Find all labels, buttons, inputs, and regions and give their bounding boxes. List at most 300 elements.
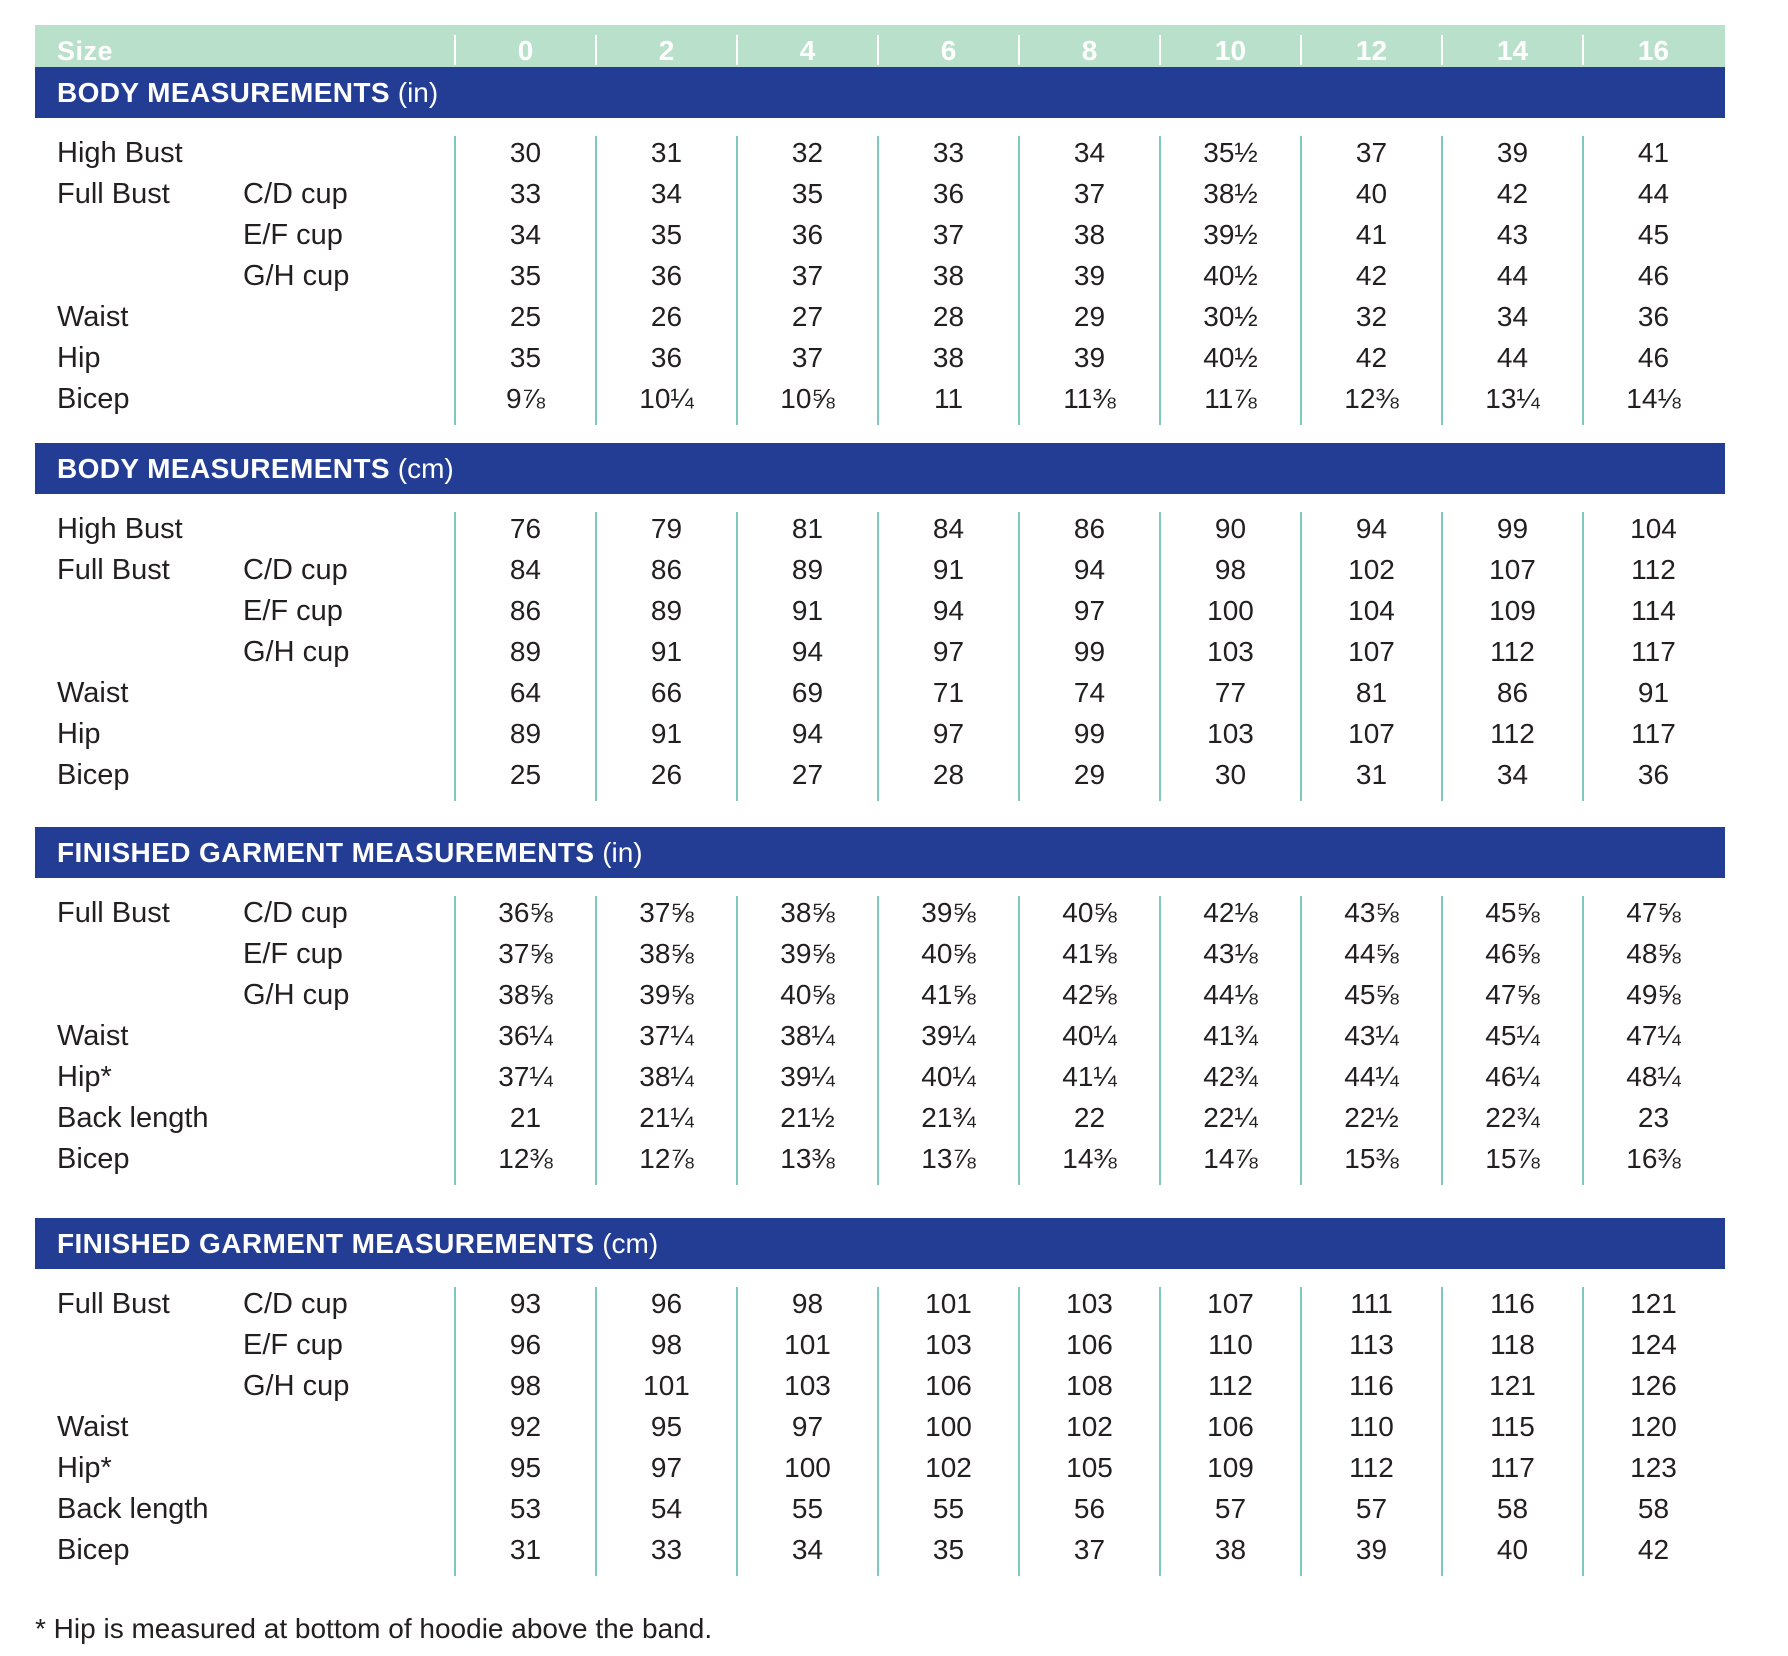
row-label: Back length bbox=[57, 1493, 209, 1525]
measurement-value: 42⅝ bbox=[1062, 979, 1117, 1010]
measurement-value: 102 bbox=[925, 1452, 972, 1483]
measurement-value: 76 bbox=[509, 513, 542, 544]
measurement-value: 101 bbox=[643, 1370, 690, 1401]
measurement-value: 97 bbox=[932, 718, 965, 749]
measurement-value: 30½ bbox=[1203, 301, 1258, 332]
row-label: Hip* bbox=[57, 1061, 112, 1093]
measurement-value: 97 bbox=[1073, 595, 1106, 626]
row-label: Bicep bbox=[57, 759, 130, 791]
measurement-row bbox=[35, 511, 1725, 552]
measurement-value: 110 bbox=[1349, 1411, 1394, 1442]
measurement-value: 45⅝ bbox=[1344, 979, 1399, 1010]
section-heading bbox=[57, 837, 643, 869]
measurement-value: 58 bbox=[1637, 1493, 1670, 1524]
measurement-value: 16⅜ bbox=[1626, 1143, 1681, 1174]
measurement-value: 116 bbox=[1349, 1370, 1394, 1401]
measurement-value: 39 bbox=[1355, 1534, 1388, 1565]
measurement-value: 44 bbox=[1496, 342, 1529, 373]
measurement-section bbox=[35, 67, 1725, 415]
measurement-value: 44 bbox=[1496, 260, 1529, 291]
measurement-value: 28 bbox=[932, 301, 965, 332]
size-header-divider bbox=[454, 35, 456, 65]
measurement-row bbox=[35, 299, 1725, 340]
measurement-value: 126 bbox=[1630, 1370, 1677, 1401]
measurement-row bbox=[35, 176, 1725, 217]
measurement-value: 36 bbox=[650, 342, 683, 373]
measurement-value: 12⅜ bbox=[1344, 383, 1399, 414]
section-title-band bbox=[35, 67, 1725, 118]
measurement-value: 35 bbox=[791, 178, 824, 209]
measurement-row bbox=[35, 1059, 1725, 1100]
measurement-value: 35 bbox=[932, 1534, 965, 1565]
measurement-value: 40 bbox=[1355, 178, 1388, 209]
measurement-value: 103 bbox=[784, 1370, 831, 1401]
measurement-value: 29 bbox=[1073, 759, 1106, 790]
measurement-value: 98 bbox=[1214, 554, 1247, 585]
measurement-value: 45 bbox=[1637, 219, 1670, 250]
measurement-value: 100 bbox=[925, 1411, 972, 1442]
measurement-value: 84 bbox=[509, 554, 542, 585]
row-label: Hip bbox=[57, 342, 101, 374]
measurement-value: 13⅜ bbox=[780, 1143, 835, 1174]
section-title-band bbox=[35, 443, 1725, 494]
measurement-value: 47⅝ bbox=[1485, 979, 1540, 1010]
measurement-row bbox=[35, 135, 1725, 176]
measurement-value: 99 bbox=[1073, 636, 1106, 667]
measurement-value: 13⅞ bbox=[921, 1143, 976, 1174]
measurement-value: 40 bbox=[1496, 1534, 1529, 1565]
measurement-value: 110 bbox=[1208, 1329, 1253, 1360]
measurement-value: 42¾ bbox=[1203, 1061, 1258, 1092]
measurement-value: 86 bbox=[1073, 513, 1106, 544]
measurement-value: 38 bbox=[1214, 1534, 1247, 1565]
measurement-value: 29 bbox=[1073, 301, 1106, 332]
measurement-value: 40⅝ bbox=[780, 979, 835, 1010]
measurement-value: 89 bbox=[509, 718, 542, 749]
section-heading bbox=[57, 453, 454, 485]
measurement-value: 106 bbox=[1066, 1329, 1113, 1360]
measurement-value: 23 bbox=[1637, 1102, 1670, 1133]
measurement-value: 89 bbox=[791, 554, 824, 585]
size-column-header: 12 bbox=[1355, 35, 1388, 66]
measurement-value: 36¼ bbox=[498, 1020, 553, 1051]
measurement-row bbox=[35, 757, 1725, 798]
measurement-row bbox=[35, 675, 1725, 716]
measurement-value: 41⅝ bbox=[1062, 938, 1117, 969]
measurement-value: 97 bbox=[650, 1452, 683, 1483]
measurement-value: 104 bbox=[1348, 595, 1395, 626]
measurement-value: 107 bbox=[1348, 636, 1395, 667]
measurement-value: 34 bbox=[1073, 137, 1106, 168]
measurement-value: 39⅝ bbox=[780, 938, 835, 969]
measurement-value: 41 bbox=[1637, 137, 1670, 168]
measurement-value: 53 bbox=[509, 1493, 542, 1524]
measurement-value: 57 bbox=[1214, 1493, 1247, 1524]
size-column-header: 6 bbox=[940, 35, 957, 66]
size-header-divider bbox=[1441, 35, 1443, 65]
row-label: Full Bust bbox=[57, 554, 170, 586]
measurement-value: 48¼ bbox=[1626, 1061, 1681, 1092]
measurement-value: 37 bbox=[1355, 137, 1388, 168]
measurement-value: 103 bbox=[1207, 718, 1254, 749]
row-sublabel: E/F cup bbox=[243, 1329, 343, 1361]
measurement-value: 55 bbox=[932, 1493, 965, 1524]
measurement-value: 41¼ bbox=[1062, 1061, 1117, 1092]
measurement-value: 107 bbox=[1489, 554, 1536, 585]
measurement-value: 39¼ bbox=[780, 1061, 835, 1092]
measurement-value: 45¼ bbox=[1485, 1020, 1540, 1051]
measurement-value: 11⅜ bbox=[1063, 383, 1116, 414]
measurement-value: 79 bbox=[650, 513, 683, 544]
measurement-value: 21¼ bbox=[639, 1102, 694, 1133]
measurement-value: 112 bbox=[1349, 1452, 1394, 1483]
measurement-value: 118 bbox=[1490, 1329, 1535, 1360]
measurement-row bbox=[35, 634, 1725, 675]
measurement-value: 37⅝ bbox=[639, 897, 694, 928]
footnote: * Hip is measured at bottom of hoodie above the band. bbox=[35, 1613, 713, 1644]
measurement-value: 106 bbox=[1207, 1411, 1254, 1442]
measurement-value: 120 bbox=[1630, 1411, 1677, 1442]
measurement-value: 47¼ bbox=[1626, 1020, 1681, 1051]
measurement-row bbox=[35, 340, 1725, 381]
measurement-value: 41 bbox=[1355, 219, 1388, 250]
measurement-value: 100 bbox=[1207, 595, 1254, 626]
size-column-header: 8 bbox=[1081, 35, 1098, 66]
measurement-value: 14⅞ bbox=[1203, 1143, 1258, 1174]
measurement-value: 11⅞ bbox=[1204, 383, 1257, 414]
measurement-value: 107 bbox=[1348, 718, 1395, 749]
measurement-value: 40¼ bbox=[921, 1061, 976, 1092]
measurement-value: 15⅞ bbox=[1485, 1143, 1540, 1174]
measurement-value: 22¾ bbox=[1485, 1102, 1540, 1133]
measurement-value: 69 bbox=[791, 677, 824, 708]
measurement-value: 31 bbox=[1355, 759, 1388, 790]
size-header-label: Size bbox=[57, 36, 114, 66]
measurement-value: 77 bbox=[1214, 677, 1247, 708]
size-header-divider bbox=[1018, 35, 1020, 65]
measurement-value: 40½ bbox=[1203, 260, 1258, 291]
measurement-value: 98 bbox=[791, 1288, 824, 1319]
measurement-value: 102 bbox=[1066, 1411, 1113, 1442]
measurement-value: 25 bbox=[509, 759, 542, 790]
measurement-value: 102 bbox=[1348, 554, 1395, 585]
measurement-value: 27 bbox=[791, 759, 824, 790]
row-sublabel: C/D cup bbox=[243, 178, 348, 210]
measurement-row bbox=[35, 1327, 1725, 1368]
measurement-value: 89 bbox=[650, 595, 683, 626]
measurement-value: 44¼ bbox=[1344, 1061, 1399, 1092]
measurement-value: 14⅛ bbox=[1626, 383, 1681, 414]
measurement-value: 40⅝ bbox=[921, 938, 976, 969]
measurement-value: 55 bbox=[791, 1493, 824, 1524]
measurement-row bbox=[35, 1532, 1725, 1573]
measurement-value: 91 bbox=[650, 636, 683, 667]
measurement-value: 101 bbox=[925, 1288, 972, 1319]
measurement-value: 44⅝ bbox=[1344, 938, 1399, 969]
measurement-value: 21¾ bbox=[921, 1102, 976, 1133]
measurement-value: 40½ bbox=[1203, 342, 1258, 373]
measurement-value: 117 bbox=[1631, 718, 1676, 749]
measurement-value: 38½ bbox=[1203, 178, 1258, 209]
measurement-value: 37¼ bbox=[498, 1061, 553, 1092]
measurement-value: 37 bbox=[932, 219, 965, 250]
section-heading bbox=[57, 1228, 658, 1260]
measurement-value: 38¼ bbox=[780, 1020, 835, 1051]
measurement-value: 112 bbox=[1208, 1370, 1253, 1401]
row-sublabel: C/D cup bbox=[243, 554, 348, 586]
measurement-value: 116 bbox=[1490, 1288, 1535, 1319]
measurement-row bbox=[35, 1100, 1725, 1141]
measurement-value: 34 bbox=[509, 219, 542, 250]
measurement-value: 111 bbox=[1350, 1288, 1393, 1319]
measurement-row bbox=[35, 1141, 1725, 1182]
measurement-value: 109 bbox=[1207, 1452, 1254, 1483]
row-sublabel: C/D cup bbox=[243, 897, 348, 929]
measurement-value: 39⅝ bbox=[921, 897, 976, 928]
measurement-value: 10¼ bbox=[639, 383, 694, 414]
measurement-value: 93 bbox=[509, 1288, 542, 1319]
measurement-value: 112 bbox=[1631, 554, 1676, 585]
measurement-value: 32 bbox=[1355, 301, 1388, 332]
measurement-value: 36 bbox=[932, 178, 965, 209]
section-title: FINISHED GARMENT MEASUREMENTS bbox=[57, 837, 595, 868]
size-column-header: 14 bbox=[1496, 35, 1529, 66]
measurement-value: 14⅜ bbox=[1062, 1143, 1117, 1174]
measurement-row bbox=[35, 977, 1725, 1018]
measurement-value: 35½ bbox=[1203, 137, 1258, 168]
measurement-value: 105 bbox=[1066, 1452, 1113, 1483]
row-label: Bicep bbox=[57, 383, 130, 415]
measurement-row bbox=[35, 1491, 1725, 1532]
measurement-value: 21½ bbox=[780, 1102, 835, 1133]
measurement-value: 39½ bbox=[1203, 219, 1258, 250]
measurement-value: 39⅝ bbox=[639, 979, 694, 1010]
size-column-header: 16 bbox=[1637, 35, 1670, 66]
measurement-value: 38 bbox=[932, 260, 965, 291]
measurement-value: 27 bbox=[791, 301, 824, 332]
section-unit: (cm) bbox=[602, 1228, 659, 1259]
measurement-value: 95 bbox=[650, 1411, 683, 1442]
section-unit: (in) bbox=[397, 77, 439, 108]
measurement-value: 37¼ bbox=[639, 1020, 694, 1051]
measurement-value: 10⅝ bbox=[780, 383, 835, 414]
measurement-value: 37 bbox=[1073, 1534, 1106, 1565]
row-label: Full Bust bbox=[57, 178, 170, 210]
measurement-value: 28 bbox=[932, 759, 965, 790]
size-chart bbox=[35, 25, 1725, 1566]
measurement-value: 34 bbox=[1496, 301, 1529, 332]
measurement-value: 66 bbox=[650, 677, 683, 708]
measurement-value: 41⅝ bbox=[921, 979, 976, 1010]
row-label: Waist bbox=[57, 1020, 129, 1052]
measurement-value: 57 bbox=[1355, 1493, 1388, 1524]
size-column-header: 10 bbox=[1214, 35, 1247, 66]
measurement-value: 37 bbox=[1073, 178, 1106, 209]
measurement-value: 86 bbox=[650, 554, 683, 585]
measurement-value: 34 bbox=[791, 1534, 824, 1565]
size-header-divider bbox=[595, 35, 597, 65]
measurement-value: 81 bbox=[1355, 677, 1388, 708]
row-label: High Bust bbox=[57, 137, 183, 169]
measurement-value: 103 bbox=[925, 1329, 972, 1360]
measurement-row bbox=[35, 716, 1725, 757]
measurement-value: 96 bbox=[509, 1329, 542, 1360]
measurement-value: 12⅜ bbox=[498, 1143, 553, 1174]
row-sublabel: G/H cup bbox=[243, 260, 350, 292]
row-label: Full Bust bbox=[57, 897, 170, 929]
measurement-value: 86 bbox=[509, 595, 542, 626]
measurement-value: 94 bbox=[791, 718, 824, 749]
measurement-value: 121 bbox=[1489, 1370, 1536, 1401]
measurement-value: 35 bbox=[509, 342, 542, 373]
measurement-value: 48⅝ bbox=[1626, 938, 1681, 969]
measurement-value: 38⅝ bbox=[639, 938, 694, 969]
section-title: BODY MEASUREMENTS bbox=[57, 77, 390, 108]
measurement-value: 26 bbox=[650, 301, 683, 332]
measurement-value: 97 bbox=[791, 1411, 824, 1442]
measurement-value: 103 bbox=[1066, 1288, 1113, 1319]
measurement-value: 94 bbox=[1355, 513, 1388, 544]
measurement-value: 38⅝ bbox=[780, 897, 835, 928]
measurement-value: 22¼ bbox=[1203, 1102, 1258, 1133]
row-label: Hip* bbox=[57, 1452, 112, 1484]
measurement-value: 45⅝ bbox=[1485, 897, 1540, 928]
size-column-header: 2 bbox=[658, 35, 675, 66]
measurement-value: 46⅝ bbox=[1485, 938, 1540, 969]
measurement-value: 91 bbox=[932, 554, 965, 585]
measurement-row bbox=[35, 258, 1725, 299]
measurement-value: 42 bbox=[1496, 178, 1529, 209]
measurement-value: 94 bbox=[932, 595, 965, 626]
measurement-value: 38⅝ bbox=[498, 979, 553, 1010]
measurement-value: 22½ bbox=[1344, 1102, 1399, 1133]
measurement-row bbox=[35, 381, 1725, 422]
section-unit: (in) bbox=[602, 837, 643, 868]
measurement-value: 12⅞ bbox=[639, 1143, 694, 1174]
row-label: High Bust bbox=[57, 513, 183, 545]
measurement-value: 32 bbox=[791, 137, 824, 168]
measurement-value: 91 bbox=[650, 718, 683, 749]
size-header-divider bbox=[736, 35, 738, 65]
measurement-value: 31 bbox=[509, 1534, 542, 1565]
measurement-value: 104 bbox=[1630, 513, 1677, 544]
measurement-value: 34 bbox=[1496, 759, 1529, 790]
measurement-value: 58 bbox=[1496, 1493, 1529, 1524]
row-sublabel: C/D cup bbox=[243, 1288, 348, 1320]
row-label: Full Bust bbox=[57, 1288, 170, 1320]
measurement-value: 94 bbox=[1073, 554, 1106, 585]
measurement-value: 49⅝ bbox=[1626, 979, 1681, 1010]
measurement-value: 97 bbox=[932, 636, 965, 667]
section-title: BODY MEASUREMENTS bbox=[57, 453, 390, 484]
row-sublabel: E/F cup bbox=[243, 595, 343, 627]
measurement-value: 36 bbox=[1637, 301, 1670, 332]
section-title-band bbox=[35, 1218, 1725, 1269]
measurement-value: 30 bbox=[1214, 759, 1247, 790]
measurement-value: 21 bbox=[509, 1102, 542, 1133]
measurement-value: 39¼ bbox=[921, 1020, 976, 1051]
measurement-value: 112 bbox=[1490, 718, 1535, 749]
measurement-value: 74 bbox=[1073, 677, 1106, 708]
measurement-value: 40⅝ bbox=[1062, 897, 1117, 928]
measurement-value: 36 bbox=[791, 219, 824, 250]
measurement-value: 42 bbox=[1355, 260, 1388, 291]
measurement-value: 43 bbox=[1496, 219, 1529, 250]
measurement-value: 115 bbox=[1490, 1411, 1535, 1442]
section-title-band bbox=[35, 827, 1725, 878]
measurement-value: 25 bbox=[509, 301, 542, 332]
size-column-header: 0 bbox=[517, 35, 534, 66]
measurement-value: 99 bbox=[1496, 513, 1529, 544]
measurement-value: 89 bbox=[509, 636, 542, 667]
size-column-header: 4 bbox=[799, 35, 816, 66]
measurement-row bbox=[35, 1409, 1725, 1450]
measurement-value: 11 bbox=[933, 383, 964, 414]
measurement-value: 64 bbox=[509, 677, 542, 708]
measurement-value: 124 bbox=[1630, 1329, 1677, 1360]
measurement-value: 114 bbox=[1631, 595, 1676, 626]
measurement-value: 47⅝ bbox=[1626, 897, 1681, 928]
row-label: Back length bbox=[57, 1102, 209, 1134]
measurement-value: 107 bbox=[1207, 1288, 1254, 1319]
measurement-value: 33 bbox=[650, 1534, 683, 1565]
row-sublabel: G/H cup bbox=[243, 1370, 350, 1402]
measurement-value: 84 bbox=[932, 513, 965, 544]
measurement-value: 44 bbox=[1637, 178, 1670, 209]
measurement-value: 9⅞ bbox=[506, 383, 545, 414]
measurement-value: 38 bbox=[932, 342, 965, 373]
measurement-row bbox=[35, 1286, 1725, 1327]
measurement-value: 33 bbox=[509, 178, 542, 209]
measurement-value: 39 bbox=[1496, 137, 1529, 168]
measurement-value: 26 bbox=[650, 759, 683, 790]
row-sublabel: G/H cup bbox=[243, 636, 350, 668]
size-header-divider bbox=[1300, 35, 1302, 65]
measurement-value: 117 bbox=[1631, 636, 1676, 667]
measurement-row bbox=[35, 895, 1725, 936]
measurement-value: 22 bbox=[1073, 1102, 1106, 1133]
measurement-value: 103 bbox=[1207, 636, 1254, 667]
measurement-value: 38¼ bbox=[639, 1061, 694, 1092]
measurement-value: 37 bbox=[791, 260, 824, 291]
measurement-value: 33 bbox=[932, 137, 965, 168]
measurement-value: 123 bbox=[1630, 1452, 1677, 1483]
row-label: Bicep bbox=[57, 1143, 130, 1175]
measurement-value: 90 bbox=[1214, 513, 1247, 544]
measurement-value: 44⅛ bbox=[1203, 979, 1258, 1010]
measurement-value: 56 bbox=[1073, 1493, 1106, 1524]
measurement-value: 15⅜ bbox=[1344, 1143, 1399, 1174]
measurement-value: 34 bbox=[650, 178, 683, 209]
measurement-value: 71 bbox=[932, 677, 965, 708]
measurement-value: 99 bbox=[1073, 718, 1106, 749]
measurement-value: 43¼ bbox=[1344, 1020, 1399, 1051]
measurement-value: 43⅛ bbox=[1203, 938, 1258, 969]
measurement-value: 38 bbox=[1073, 219, 1106, 250]
section-unit: (cm) bbox=[397, 453, 454, 484]
measurement-row bbox=[35, 1450, 1725, 1491]
section-title: FINISHED GARMENT MEASUREMENTS bbox=[57, 1228, 595, 1259]
measurement-value: 35 bbox=[509, 260, 542, 291]
measurement-value: 35 bbox=[650, 219, 683, 250]
section-heading bbox=[57, 77, 438, 109]
measurement-value: 40¼ bbox=[1062, 1020, 1117, 1051]
measurement-value: 41¾ bbox=[1203, 1020, 1258, 1051]
measurement-value: 30 bbox=[509, 137, 542, 168]
row-sublabel: E/F cup bbox=[243, 219, 343, 251]
measurement-value: 106 bbox=[925, 1370, 972, 1401]
row-label: Waist bbox=[57, 1411, 129, 1443]
